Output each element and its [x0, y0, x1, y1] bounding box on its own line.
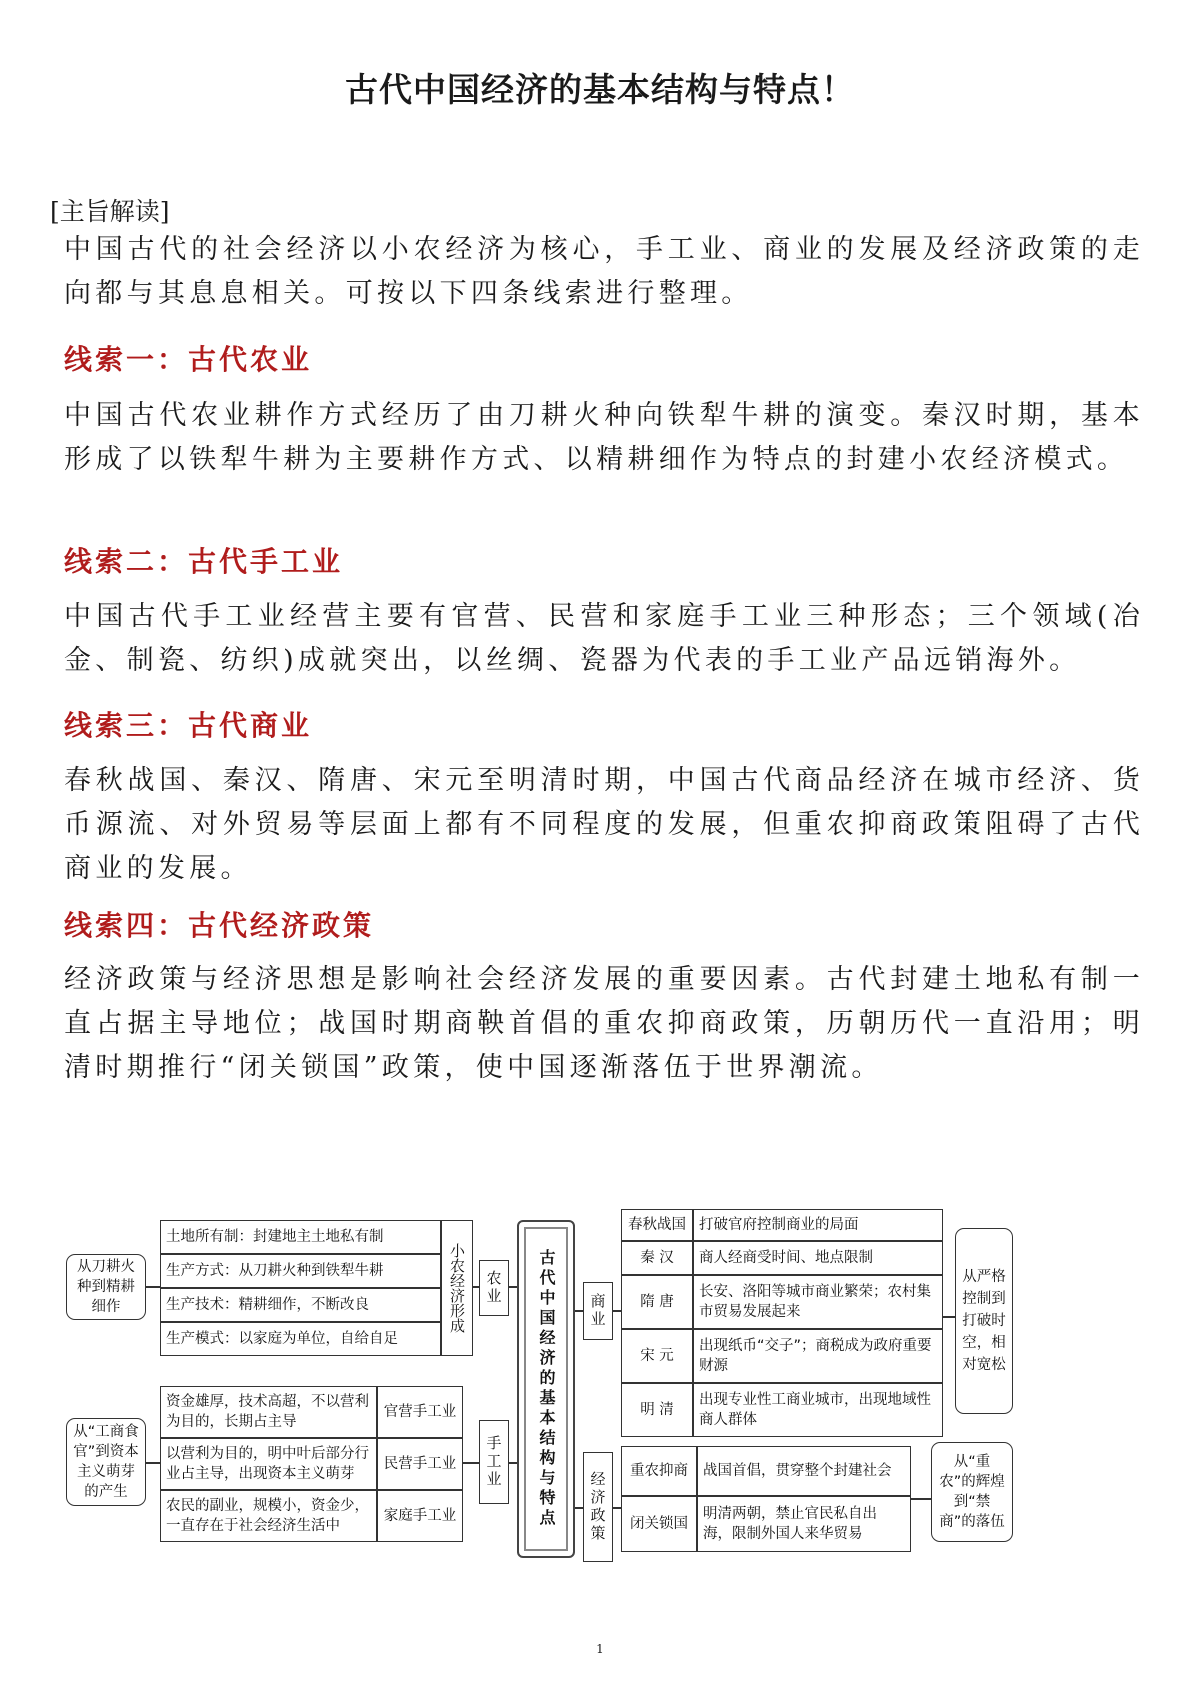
policy-name: 闭关锁国	[621, 1496, 697, 1552]
small-peasant-economy-label: 小农经济形成	[441, 1220, 473, 1356]
handicraft-side-note: 从“工商食官”到资本主义萌芽的产生	[66, 1418, 146, 1506]
commerce-period: 隋 唐	[621, 1275, 693, 1329]
agriculture-row: 生产技术：精耕细作，不断改良	[160, 1288, 441, 1322]
commerce-desc: 出现专业性工商业城市，出现地域性商人群体	[693, 1383, 943, 1437]
commerce-period: 宋 元	[621, 1329, 693, 1383]
handicraft-type: 民营手工业	[377, 1438, 463, 1490]
commerce-desc: 出现纸币“交子”；商税成为政府重要财源	[693, 1329, 943, 1383]
commerce-desc: 打破官府控制商业的局面	[693, 1209, 943, 1241]
clue-1-heading: 线索一：古代农业	[64, 343, 313, 376]
agriculture-row: 生产方式：从刀耕火种到铁犁牛耕	[160, 1254, 441, 1288]
policy-desc: 战国首倡，贯穿整个封建社会	[697, 1446, 911, 1496]
clue-4-heading: 线索四：古代经济政策	[64, 909, 375, 942]
clue-4-text: 经济政策与经济思想是影响社会经济发展的重要因素。古代封建土地私有制一直占据主导地位；战国时期商鞅首倡的重农抑商政策，历朝历代一直沿用；明清时期推行“闭关锁国”政策，使中国逐渐落伍于世界潮流。	[64, 964, 1144, 1083]
policy-desc: 明清两朝，禁止官民私自出海，限制外国人来华贸易	[697, 1496, 911, 1552]
agriculture-row: 生产模式：以家庭为单位，自给自足	[160, 1322, 441, 1356]
commerce-desc: 商人经商受时间、地点限制	[693, 1241, 943, 1275]
agriculture-side-note: 从刀耕火种到精耕细作	[66, 1254, 146, 1320]
handicraft-desc: 以营利为目的，明中叶后部分行业占主导，出现资本主义萌芽	[160, 1438, 377, 1490]
commerce-side-note: 从严格控制到打破时空，相对宽松	[955, 1228, 1013, 1414]
clue-3-heading: 线索三：古代商业	[64, 709, 313, 742]
page-title: 古代中国经济的基本结构与特点！	[345, 70, 855, 109]
commerce-period: 春秋战国	[621, 1209, 693, 1241]
center-topic: 古代中国经济的基本结构与特点	[537, 1249, 556, 1529]
clue-2-heading: 线索二：古代手工业	[64, 545, 344, 578]
page-number: 1	[596, 1642, 604, 1656]
policy-label: 经济政策	[583, 1452, 613, 1562]
intro-paragraph: 中国古代的社会经济以小农经济为核心，手工业、商业的发展及经济政策的走向都与其息息相关。可按以下四条线索进行整理。	[64, 234, 1144, 309]
handicraft-type: 家庭手工业	[377, 1490, 463, 1542]
agriculture-row: 土地所有制：封建地主土地私有制	[160, 1220, 441, 1254]
handicraft-label: 手工业	[479, 1420, 509, 1504]
commerce-label: 商业	[583, 1282, 613, 1340]
policy-side-note: 从“重农”的辉煌到“禁商”的落伍	[931, 1442, 1013, 1542]
center-topic-box	[517, 1220, 575, 1558]
clue-1-text: 中国古代农业耕作方式经历了由刀耕火种向铁犁牛耕的演变。秦汉时期，基本形成了以铁犁牛耕为主要耕作方式、以精耕细作为特点的封建小农经济模式。	[64, 400, 1144, 475]
policy-name: 重农抑商	[621, 1446, 697, 1496]
handicraft-type: 官营手工业	[377, 1386, 463, 1438]
clue-3-text: 春秋战国、秦汉、隋唐、宋元至明清时期，中国古代商品经济在城市经济、货币源流、对外贸易等层面上都有不同程度的发展，但重农抑商政策阻碍了古代商业的发展。	[64, 765, 1144, 884]
commerce-period: 明 清	[621, 1383, 693, 1437]
clue-2-text: 中国古代手工业经营主要有官营、民营和家庭手工业三种形态；三个领域(冶金、制瓷、纺织)成就突出，以丝绸、瓷器为代表的手工业产品远销海外。	[64, 601, 1144, 676]
commerce-period: 秦 汉	[621, 1241, 693, 1275]
handicraft-desc: 资金雄厚，技术高超，不以营利为目的，长期占主导	[160, 1386, 377, 1438]
commerce-desc: 长安、洛阳等城市商业繁荣；农村集市贸易发展起来	[693, 1275, 943, 1329]
section-subheading: [主旨解读]	[50, 197, 170, 226]
agriculture-label: 农业	[479, 1260, 509, 1316]
handicraft-desc: 农民的副业，规模小，资金少，一直存在于社会经济生活中	[160, 1490, 377, 1542]
